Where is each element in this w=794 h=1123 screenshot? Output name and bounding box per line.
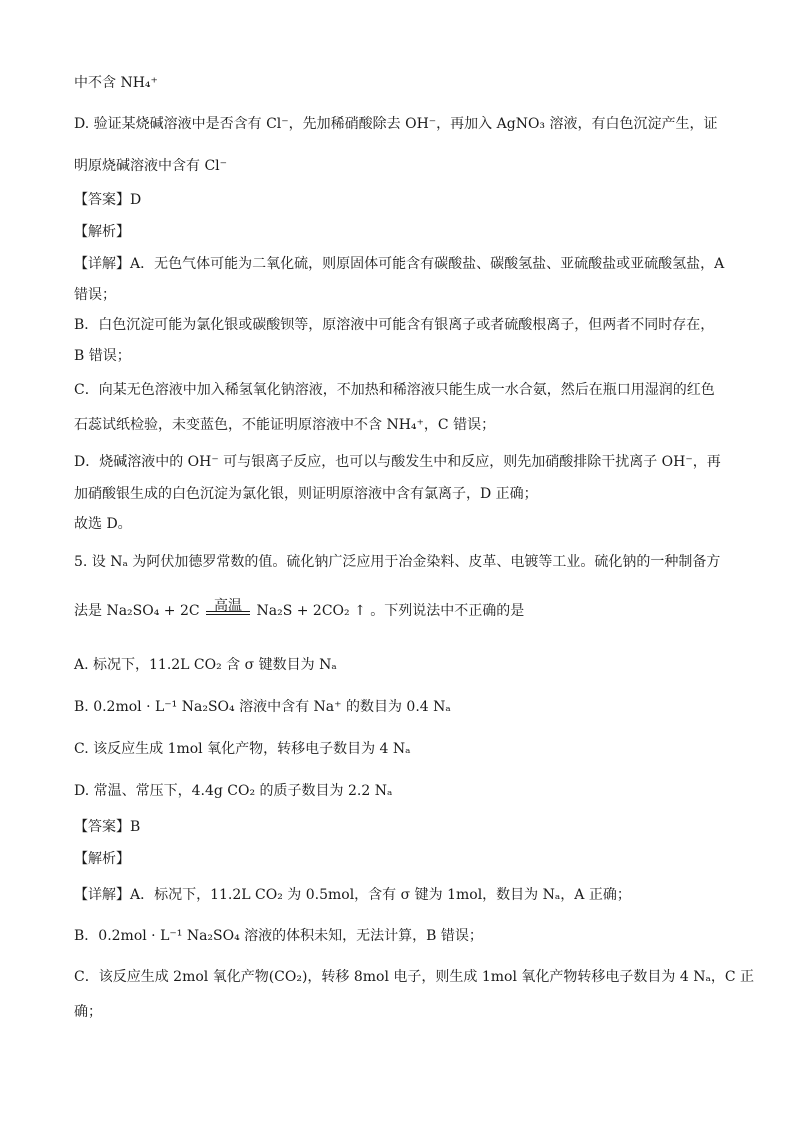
answer-label: 【答案】D [74, 192, 142, 208]
text-line: 【详解】A．标况下，11.2L CO₂ 为 0.5mol，含有 σ 键为 1mol，数目为 Nₐ，A 正确； [74, 887, 631, 903]
question-5-stem: 5. 设 Nₐ 为阿伏加德罗常数的值。硫化钠广泛应用于冶金染料、皮革、电镀等工业。硫化钠的一种制备方 [74, 554, 721, 570]
text-line: 中不含 NH₄⁺ [74, 75, 158, 91]
equation-products: Na₂S + 2CO₂ ↑ [256, 603, 366, 619]
text-line: D．烧碱溶液中的 OH⁻ 可与银离子反应，也可以与酸发生中和反应，则先加硝酸排除干扰离子 OH⁻，再 [74, 454, 721, 470]
analysis-label: 【解析】 [74, 224, 130, 240]
text-line: B 错误； [74, 348, 131, 364]
text-line: 故选 D。 [74, 516, 132, 532]
reaction-equation [74, 598, 724, 621]
option-a: A. 标况下，11.2L CO₂ 含 σ 键数目为 Nₐ [74, 657, 337, 673]
text-line: 确； [74, 1004, 102, 1020]
text-line: 明原烧碱溶液中含有 Cl⁻ [74, 158, 228, 174]
analysis-label: 【解析】 [74, 851, 130, 867]
option-b: B. 0.2mol · L⁻¹ Na₂SO₄ 溶液中含有 Na⁺ 的数目为 0.4 Nₐ [74, 699, 451, 715]
equation-prefix: 法是 [74, 603, 102, 619]
text-line: D. 验证某烧碱溶液中是否含有 Cl⁻，先加稀硝酸除去 OH⁻，再加入 AgNO₃ 溶液，有白色沉淀产生，证 [74, 116, 718, 132]
equation-arrow [206, 598, 250, 621]
option-d: D. 常温、常压下，4.4g CO₂ 的质子数目为 2.2 Nₐ [74, 783, 393, 799]
text-line: 错误； [74, 287, 116, 303]
text-line: 【详解】A．无色气体可能为二氧化硫，则原固体可能含有碳酸盐、碳酸氢盐、亚硫酸盐或亚硫酸氢盐，A [74, 256, 725, 272]
text-line: C．该反应生成 2mol 氧化产物(CO₂)，转移 8mol 电子，则生成 1mol 氧化产物转移电子数目为 4 Nₐ，C 正 [74, 969, 755, 985]
text-line: C．向某无色溶液中加入稀氢氧化钠溶液，不加热和稀溶液只能生成一水合氨，然后在瓶口用湿润的红色 [74, 382, 715, 398]
equation-condition: 高温 [214, 598, 243, 614]
text-line: B．0.2mol · L⁻¹ Na₂SO₄ 溶液的体积未知，无法计算，B 错误； [74, 928, 483, 944]
text-line: 加硝酸银生成的白色沉淀为氯化银，则证明原溶液中含有氯离子，D 正确； [74, 486, 538, 502]
equation-reactants: Na₂SO₄ + 2C [106, 603, 200, 619]
equation-suffix: 。下列说法中不正确的是 [370, 603, 525, 619]
answer-label: 【答案】B [74, 819, 141, 835]
option-c: C. 该反应生成 1mol 氧化产物，转移电子数目为 4 Nₐ [74, 741, 411, 757]
text-line: B．白色沉淀可能为氯化银或碳酸钡等，原溶液中可能含有银离子或者硫酸根离子，但两者不同时存在， [74, 317, 715, 333]
text-line: 石蕊试纸检验，未变蓝色，不能证明原溶液中不含 NH₄⁺，C 错误； [74, 417, 496, 433]
